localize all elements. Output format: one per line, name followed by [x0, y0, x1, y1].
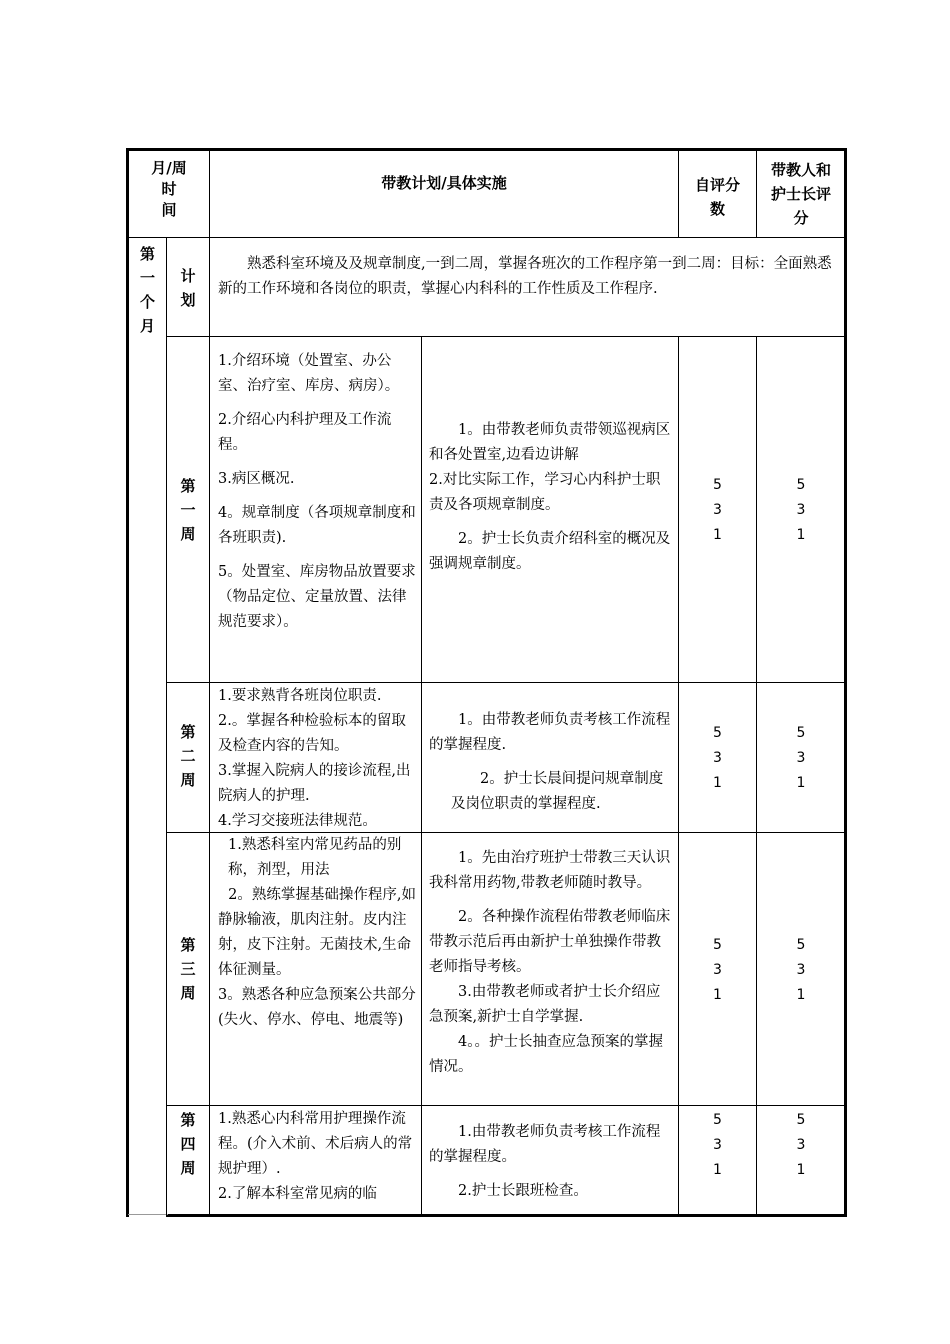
week3-impl — [429, 846, 671, 1080]
week4-content-item: 1.熟悉心内科常用护理操作流程。(介入术前、术后病人的常规护理）. — [218, 1111, 413, 1177]
score-value: 1 — [796, 987, 806, 1003]
week1-content-item: 3.病区概况. — [218, 471, 295, 487]
week1-self-score — [679, 473, 756, 548]
month-char-3: 个 — [139, 293, 155, 311]
week3-l3: 周 — [180, 984, 196, 1002]
header-self-line1: 自评分 — [694, 176, 740, 194]
header-bottom-line — [126, 237, 846, 238]
week1-content-item: 4。规章制度（各项规章制度和各班职责). — [218, 505, 416, 546]
week4-mentor-score — [757, 1108, 845, 1183]
week1-impl-item: 1。由带教老师负责带领巡视病区和各处置室,边看边讲解 — [429, 422, 671, 463]
score-value: 3 — [713, 1137, 722, 1153]
week2-content — [218, 684, 416, 834]
header-period — [129, 158, 209, 221]
score-value: 3 — [796, 962, 806, 978]
score-value: 1 — [796, 1162, 806, 1178]
week4-impl — [429, 1120, 671, 1204]
table-bottom-border — [166, 1214, 847, 1217]
score-value: 1 — [713, 1162, 722, 1178]
header-period-line3: 间 — [161, 201, 177, 219]
week3-l2: 三 — [180, 960, 196, 978]
week1-mentor-score — [757, 473, 845, 548]
week1-content-item: 5。处置室、库房物品放置要求（物品定位、定量放置、法律规范要求）。 — [218, 564, 416, 630]
week3-impl-item: 4。。护士长抽查应急预案的掌握情况。 — [429, 1034, 663, 1075]
month-bottom-line — [128, 1214, 168, 1215]
week4-self-score — [679, 1108, 756, 1183]
week4-l2: 四 — [180, 1135, 196, 1153]
week3-content-item: 2。熟练掌握基础操作程序,如静脉输液，肌肉注射。皮内注射，皮下注射。无菌技术,生命体征测量。 — [218, 887, 416, 978]
week3-mentor-score — [757, 933, 845, 1008]
week1-label — [167, 474, 209, 546]
week2-content-item: 1.要求熟背各班岗位职责. — [218, 688, 382, 704]
score-value: 5 — [796, 937, 806, 953]
score-value: 5 — [796, 725, 806, 741]
week2-l3: 周 — [180, 771, 196, 789]
score-value: 5 — [796, 477, 806, 493]
week3-content — [218, 833, 416, 1033]
score-value: 3 — [713, 502, 722, 518]
week3-impl-item: 1。先由治疗班护士带教三天认识我科常用药物,带教老师随时教导。 — [429, 850, 671, 891]
week3-content-item: 1.熟悉科室内常见药品的别称，剂型，用法 — [228, 837, 402, 878]
week4-content-item: 2.了解本科室常见病的临 — [218, 1186, 377, 1202]
week2-mentor-score — [757, 721, 845, 796]
week2-content-item: 2.。掌握各种检验标本的留取及检查内容的告知。 — [218, 713, 406, 754]
week2-content-item: 3.掌握入院病人的接诊流程,出院病人的护理. — [218, 763, 411, 804]
week2-label — [167, 720, 209, 792]
month-label — [129, 242, 166, 338]
header-mentor-score — [757, 158, 845, 230]
month-char-2: 一 — [139, 269, 155, 287]
week4-impl-item: 1.由带教老师负责考核工作流程的掌握程度。 — [429, 1124, 661, 1165]
header-mentor-line1: 带教人和 — [770, 161, 831, 179]
week3-impl-item: 2。各种操作流程佑带教老师临床带教示范后再由新护士单独操作带教老师指导考核。 — [429, 909, 671, 975]
header-mentor-line2: 护士长评 — [770, 185, 831, 203]
score-value: 3 — [713, 962, 722, 978]
plan-label-1: 计 — [180, 267, 196, 285]
week1-bottom-line — [166, 682, 846, 683]
week1-l3: 周 — [180, 525, 196, 543]
header-self-line2: 数 — [709, 200, 725, 218]
plan-label — [167, 264, 209, 312]
score-value: 1 — [796, 775, 806, 791]
week2-impl-item: 1。由带教老师负责考核工作流程的掌握程度. — [429, 712, 671, 753]
content-col-line — [421, 336, 422, 1215]
week1-impl — [429, 418, 671, 577]
week1-impl-item: 2.对比实际工作，学习心内科护士职责及各项规章制度。 — [429, 472, 661, 513]
week3-bottom-line — [166, 1105, 846, 1106]
plan-label-2: 划 — [180, 291, 196, 309]
week3-content-item: 3。熟悉各种应急预案公共部分(失火、停水、停电、地震等) — [218, 987, 416, 1028]
header-mentor-line3: 分 — [793, 209, 809, 227]
week3-l1: 第 — [180, 936, 196, 954]
score-value: 5 — [713, 1112, 722, 1128]
week1-l2: 一 — [180, 501, 196, 519]
week4-l3: 周 — [180, 1159, 196, 1177]
week4-label — [167, 1108, 209, 1180]
month-char-1: 第 — [139, 245, 155, 263]
score-value: 3 — [796, 502, 806, 518]
table-top-border — [126, 148, 847, 151]
plan-bottom-line — [166, 336, 846, 337]
week2-content-item: 4.学习交接班法律规范。 — [218, 813, 377, 829]
score-value: 1 — [713, 987, 722, 1003]
week1-content — [218, 349, 416, 635]
week3-label — [167, 933, 209, 1005]
week2-l1: 第 — [180, 723, 196, 741]
week4-content — [218, 1107, 416, 1207]
score-value: 1 — [796, 527, 806, 543]
week1-l1: 第 — [180, 477, 196, 495]
header-period-line1: 月/周 — [151, 159, 187, 177]
score-value: 5 — [796, 1112, 806, 1128]
week2-impl-item: 2。护士长晨间提问规章制度及岗位职责的掌握程度. — [451, 771, 664, 812]
week1-content-item: 2.介绍心内科护理及工作流程。 — [218, 412, 392, 453]
header-period-line2: 时 — [161, 180, 177, 198]
week4-impl-item: 2.护士长跟班检查。 — [458, 1183, 588, 1199]
score-value: 5 — [713, 477, 722, 493]
week2-l2: 二 — [180, 747, 196, 765]
score-value: 1 — [713, 527, 722, 543]
month-char-4: 月 — [139, 317, 155, 335]
week2-self-score — [679, 721, 756, 796]
score-value: 3 — [796, 750, 806, 766]
score-value: 5 — [713, 725, 722, 741]
header-self-score — [679, 173, 756, 221]
score-value: 3 — [796, 1137, 806, 1153]
week1-impl-item: 2。护士长负责介绍科室的概况及强调规章制度。 — [429, 531, 671, 572]
score-value: 3 — [713, 750, 722, 766]
week2-impl — [429, 708, 671, 817]
week3-impl-item: 3.由带教老师或者护士长介绍应急预案,新护士自学掌握. — [429, 984, 661, 1025]
score-value: 5 — [713, 937, 722, 953]
score-value: 1 — [713, 775, 722, 791]
label-col-line — [209, 148, 210, 1215]
week3-self-score — [679, 933, 756, 1008]
week4-l1: 第 — [180, 1111, 196, 1129]
plan-text: 熟悉科室环境及及规章制度,一到二周，掌握各班次的工作程序第一到二周：目标：全面熟悉新的工作环境和各岗位的职责，掌握心内科科的工作性质及工作程序. — [218, 256, 832, 297]
week1-content-item: 1.介绍环境（处置室、办公室、治疗室、库房、病房）。 — [218, 353, 400, 394]
header-plan: 带教计划/具体实施 — [381, 174, 507, 192]
